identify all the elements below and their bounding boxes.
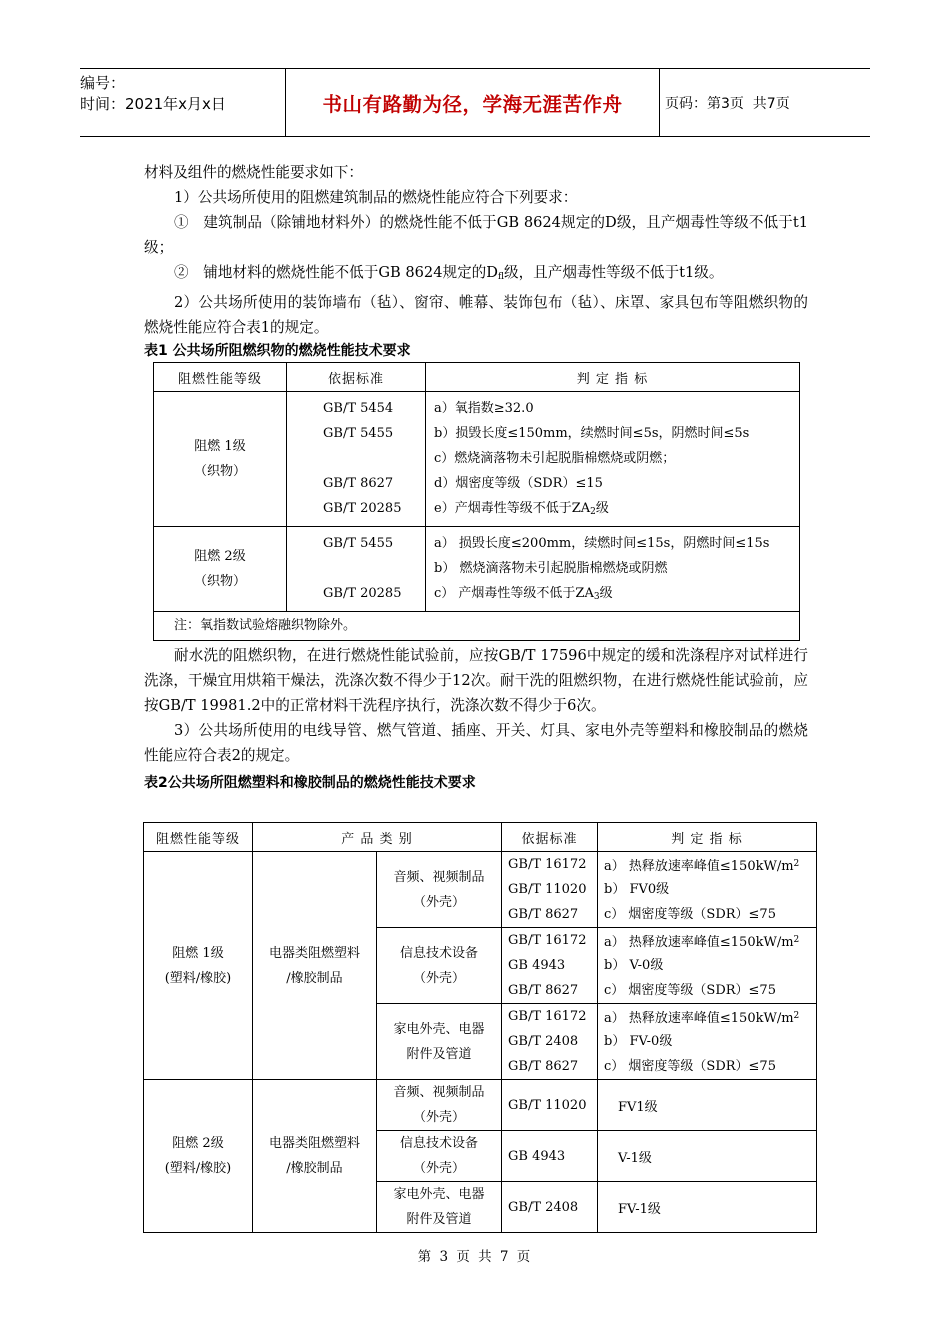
criterion-item xyxy=(604,1004,816,1029)
p4-text-pre: ② 铺地材料的燃烧性能不低于GB 8624规定的D xyxy=(174,264,498,281)
criterion-item: a）氧指数≥32.0 xyxy=(434,401,534,416)
table2-header-category: 产 品 类 别 xyxy=(253,823,502,852)
standard-item: GB/T 5455 xyxy=(323,426,394,441)
paragraph-item-1-a: ① 建筑制品（除铺地材料外）的燃烧性能不低于GB 8624规定的D级，且产烟毒性等级不低于t1级； xyxy=(144,214,808,256)
table1-note-row xyxy=(154,612,800,641)
criterion-superscript: 2 xyxy=(793,859,800,869)
criterion-item: c） 烟密度等级（SDR）≤75 xyxy=(604,983,776,998)
p4-text-post: 级，且产烟毒性等级不低于t1级。 xyxy=(503,264,724,281)
standard-item: GB/T 8627 xyxy=(508,1059,579,1074)
criterion-text: a） 热释放速率峰值≤150kW/m xyxy=(604,1011,794,1026)
paragraph-item-1: 1）公共场所使用的阻燃建筑制品的燃烧性能应符合下列要求： xyxy=(174,189,578,206)
criterion-text-post: 级 xyxy=(599,586,613,601)
table2-category-cell xyxy=(253,1080,377,1233)
criterion-item: b） V-0级 xyxy=(604,958,664,973)
table2-header-criteria: 判 定 指 标 xyxy=(598,823,817,852)
table2-product-cell xyxy=(377,1131,502,1182)
category-sublabel: /橡胶制品 xyxy=(286,1161,343,1176)
table2-product-cell xyxy=(377,1004,502,1080)
product-sublabel: 附件及管道 xyxy=(406,1046,472,1062)
table2-category-cell xyxy=(253,852,377,1080)
paragraph-washing: 耐水洗的阻燃织物，在进行燃烧性能试验前，应按GB/T 17596中规定的缓和洗涤程序对试样进行洗涤，干燥宜用烘箱干燥法，洗涤次数不得少于12次。耐干洗的阻燃织物，在进行燃烧性能试验前，应按GB/T 19981.2中的正常材料干洗程序执行，洗涤次数不得少于6次。 xyxy=(144,647,808,714)
table2-product-cell xyxy=(377,852,502,928)
standard-item: GB/T 5454 xyxy=(323,401,394,416)
header-page-label: 页码：第3页 共7页 xyxy=(665,95,790,112)
product-label: 家电外壳、电器 xyxy=(393,1187,485,1202)
grade-sublabel: （织物） xyxy=(193,574,246,589)
criterion-text-pre: e）产烟毒性等级不低于ZA xyxy=(434,501,591,516)
criterion-item xyxy=(604,928,816,953)
criterion-item: b）损毁长度≤150mm，续燃时间≤5s，阴燃时间≤5s xyxy=(434,426,750,441)
document-number-label: 编号： xyxy=(80,74,126,92)
standard-item: GB/T 16172 xyxy=(508,857,587,872)
criterion-item: c） 烟密度等级（SDR）≤75 xyxy=(604,907,776,922)
table1-header-standard: 依据标准 xyxy=(287,363,426,392)
product-label: 信息技术设备 xyxy=(399,1136,478,1151)
table1 xyxy=(153,362,800,641)
table2-header-row xyxy=(144,823,817,852)
criterion-item: a） 损毁长度≤200mm，续燃时间≤15s，阴燃时间≤15s xyxy=(434,536,770,551)
category-label: 电器类阻燃塑料 xyxy=(268,945,360,961)
standard-item: GB/T 16172 xyxy=(508,1009,587,1024)
product-sublabel: （外壳） xyxy=(412,970,465,986)
criterion-item: b） FV0级 xyxy=(604,882,670,897)
table1-grade-cell xyxy=(154,392,287,527)
criterion-item xyxy=(434,496,799,521)
grade-label: 阻燃 2级 xyxy=(172,1136,224,1151)
table2-criterion-cell: FV-1级 xyxy=(598,1182,817,1233)
table1-row-level1 xyxy=(154,392,800,527)
table2-criteria-cell xyxy=(598,928,817,1004)
criterion-item: c） 烟密度等级（SDR）≤75 xyxy=(604,1059,776,1074)
header-motto: 书山有路勤为径，学海无涯苦作舟 xyxy=(286,69,660,136)
table1-standards-cell xyxy=(287,527,426,612)
table2-criterion-cell: FV1级 xyxy=(598,1080,817,1131)
p4-subscript: fl xyxy=(497,272,504,282)
criterion-item: c）燃烧滴落物未引起脱脂棉燃烧或阴燃； xyxy=(434,451,676,466)
standard-item: GB/T 8627 xyxy=(323,476,394,491)
table2-standard-cell: GB/T 11020 xyxy=(502,1080,598,1131)
table2-standards-cell xyxy=(502,928,598,1004)
category-label: 电器类阻燃塑料 xyxy=(268,1136,360,1151)
paragraph-item-3: 3）公共场所使用的电线导管、燃气管道、插座、开关、灯具、家电外壳等塑料和橡胶制品的燃烧性能应符合表2的规定。 xyxy=(144,722,808,764)
table1-criteria-cell xyxy=(426,392,800,527)
table1-caption: 表1 公共场所阻燃织物的燃烧性能技术要求 xyxy=(144,343,411,359)
grade-sublabel: (塑料/橡胶) xyxy=(164,970,232,986)
table1-standards-cell xyxy=(287,392,426,527)
standard-item xyxy=(323,446,425,471)
product-sublabel: （外壳） xyxy=(412,894,465,910)
table2-standard-cell: GB 4943 xyxy=(502,1131,598,1182)
table2-header-grade: 阻燃性能等级 xyxy=(144,823,253,852)
criterion-item: b） 燃烧滴落物未引起脱脂棉燃烧或阴燃 xyxy=(434,561,668,576)
page-footer: 第 3 页 共 7 页 xyxy=(417,1249,533,1265)
paragraph-intro: 材料及组件的燃烧性能要求如下： xyxy=(144,164,363,181)
table1-row-level2 xyxy=(154,527,800,612)
table2-header-standard: 依据标准 xyxy=(502,823,598,852)
criterion-item xyxy=(434,581,799,606)
table2-criteria-cell xyxy=(598,1004,817,1080)
table2-grade-cell xyxy=(144,1080,253,1233)
table2-caption: 表2公共场所阻燃塑料和橡胶制品的燃烧性能技术要求 xyxy=(144,775,476,791)
paragraph-item-2: 2）公共场所使用的装饰墙布（毡）、窗帘、帷幕、装饰包布（毡）、床罩、家具包布等阻燃织物的燃烧性能应符合表1的规定。 xyxy=(144,294,808,336)
criterion-item: b） FV-0级 xyxy=(604,1034,673,1049)
header-meta xyxy=(80,69,286,136)
standard-item: GB/T 5455 xyxy=(323,536,394,551)
product-label: 家电外壳、电器 xyxy=(393,1021,485,1037)
table2-row xyxy=(144,1080,817,1131)
standard-item: GB/T 16172 xyxy=(508,933,587,948)
table1-grade-cell xyxy=(154,527,287,612)
table2-product-cell xyxy=(377,1080,502,1131)
standard-item: GB/T 8627 xyxy=(508,983,579,998)
product-label: 音频、视频制品 xyxy=(393,869,485,885)
grade-label: 阻燃 1级 xyxy=(194,439,246,454)
product-sublabel: 附件及管道 xyxy=(406,1212,472,1227)
criterion-subscript: 2 xyxy=(590,507,596,517)
table2-product-cell xyxy=(377,1182,502,1233)
grade-sublabel: （织物） xyxy=(193,464,246,479)
product-sublabel: （外壳） xyxy=(412,1110,465,1125)
standard-item: GB/T 8627 xyxy=(508,907,579,922)
standard-item: GB/T 11020 xyxy=(508,882,587,897)
standard-item: GB 4943 xyxy=(508,958,566,973)
table1-criteria-cell xyxy=(426,527,800,612)
table1-header-grade: 阻燃性能等级 xyxy=(154,363,287,392)
table2 xyxy=(143,822,817,1233)
table1-header-criteria: 判 定 指 标 xyxy=(426,363,800,392)
table1-header-row xyxy=(154,363,800,392)
criterion-text-pre: c） 产烟毒性等级不低于ZA xyxy=(434,586,594,601)
product-label: 音频、视频制品 xyxy=(393,1085,485,1100)
criterion-superscript: 2 xyxy=(793,935,800,945)
grade-label: 阻燃 1级 xyxy=(172,945,224,961)
product-label: 信息技术设备 xyxy=(399,945,478,961)
standard-item: GB/T 2408 xyxy=(508,1034,579,1049)
table2-standards-cell xyxy=(502,852,598,928)
product-sublabel: （外壳） xyxy=(412,1161,465,1176)
criterion-subscript: 3 xyxy=(593,592,600,602)
criterion-item xyxy=(604,852,816,877)
criterion-superscript: 2 xyxy=(793,1011,800,1021)
criterion-text: a） 热释放速率峰值≤150kW/m xyxy=(604,859,794,874)
criterion-text: a） 热释放速率峰值≤150kW/m xyxy=(604,935,794,950)
grade-label: 阻燃 2级 xyxy=(194,549,246,564)
table2-product-cell xyxy=(377,928,502,1004)
criterion-item: d）烟密度等级（SDR）≤15 xyxy=(434,476,603,491)
category-sublabel: /橡胶制品 xyxy=(286,970,343,986)
grade-sublabel: (塑料/橡胶) xyxy=(164,1161,232,1176)
table1-note: 注：氧指数试验熔融织物除外。 xyxy=(154,612,800,641)
criterion-text-post: 级 xyxy=(595,501,609,516)
table2-standard-cell: GB/T 2408 xyxy=(502,1182,598,1233)
table2-row xyxy=(144,852,817,928)
page-header xyxy=(80,68,870,137)
standard-item: GB/T 20285 xyxy=(323,586,402,601)
table2-standards-cell xyxy=(502,1004,598,1080)
document-time-label: 时间：2021年x月x日 xyxy=(80,95,226,113)
paragraph-item-1-b xyxy=(144,260,808,290)
table2-grade-cell xyxy=(144,852,253,1080)
standard-item xyxy=(323,556,425,581)
table2-criterion-cell: V-1级 xyxy=(598,1131,817,1182)
standard-item: GB/T 20285 xyxy=(323,501,402,516)
table2-criteria-cell xyxy=(598,852,817,928)
